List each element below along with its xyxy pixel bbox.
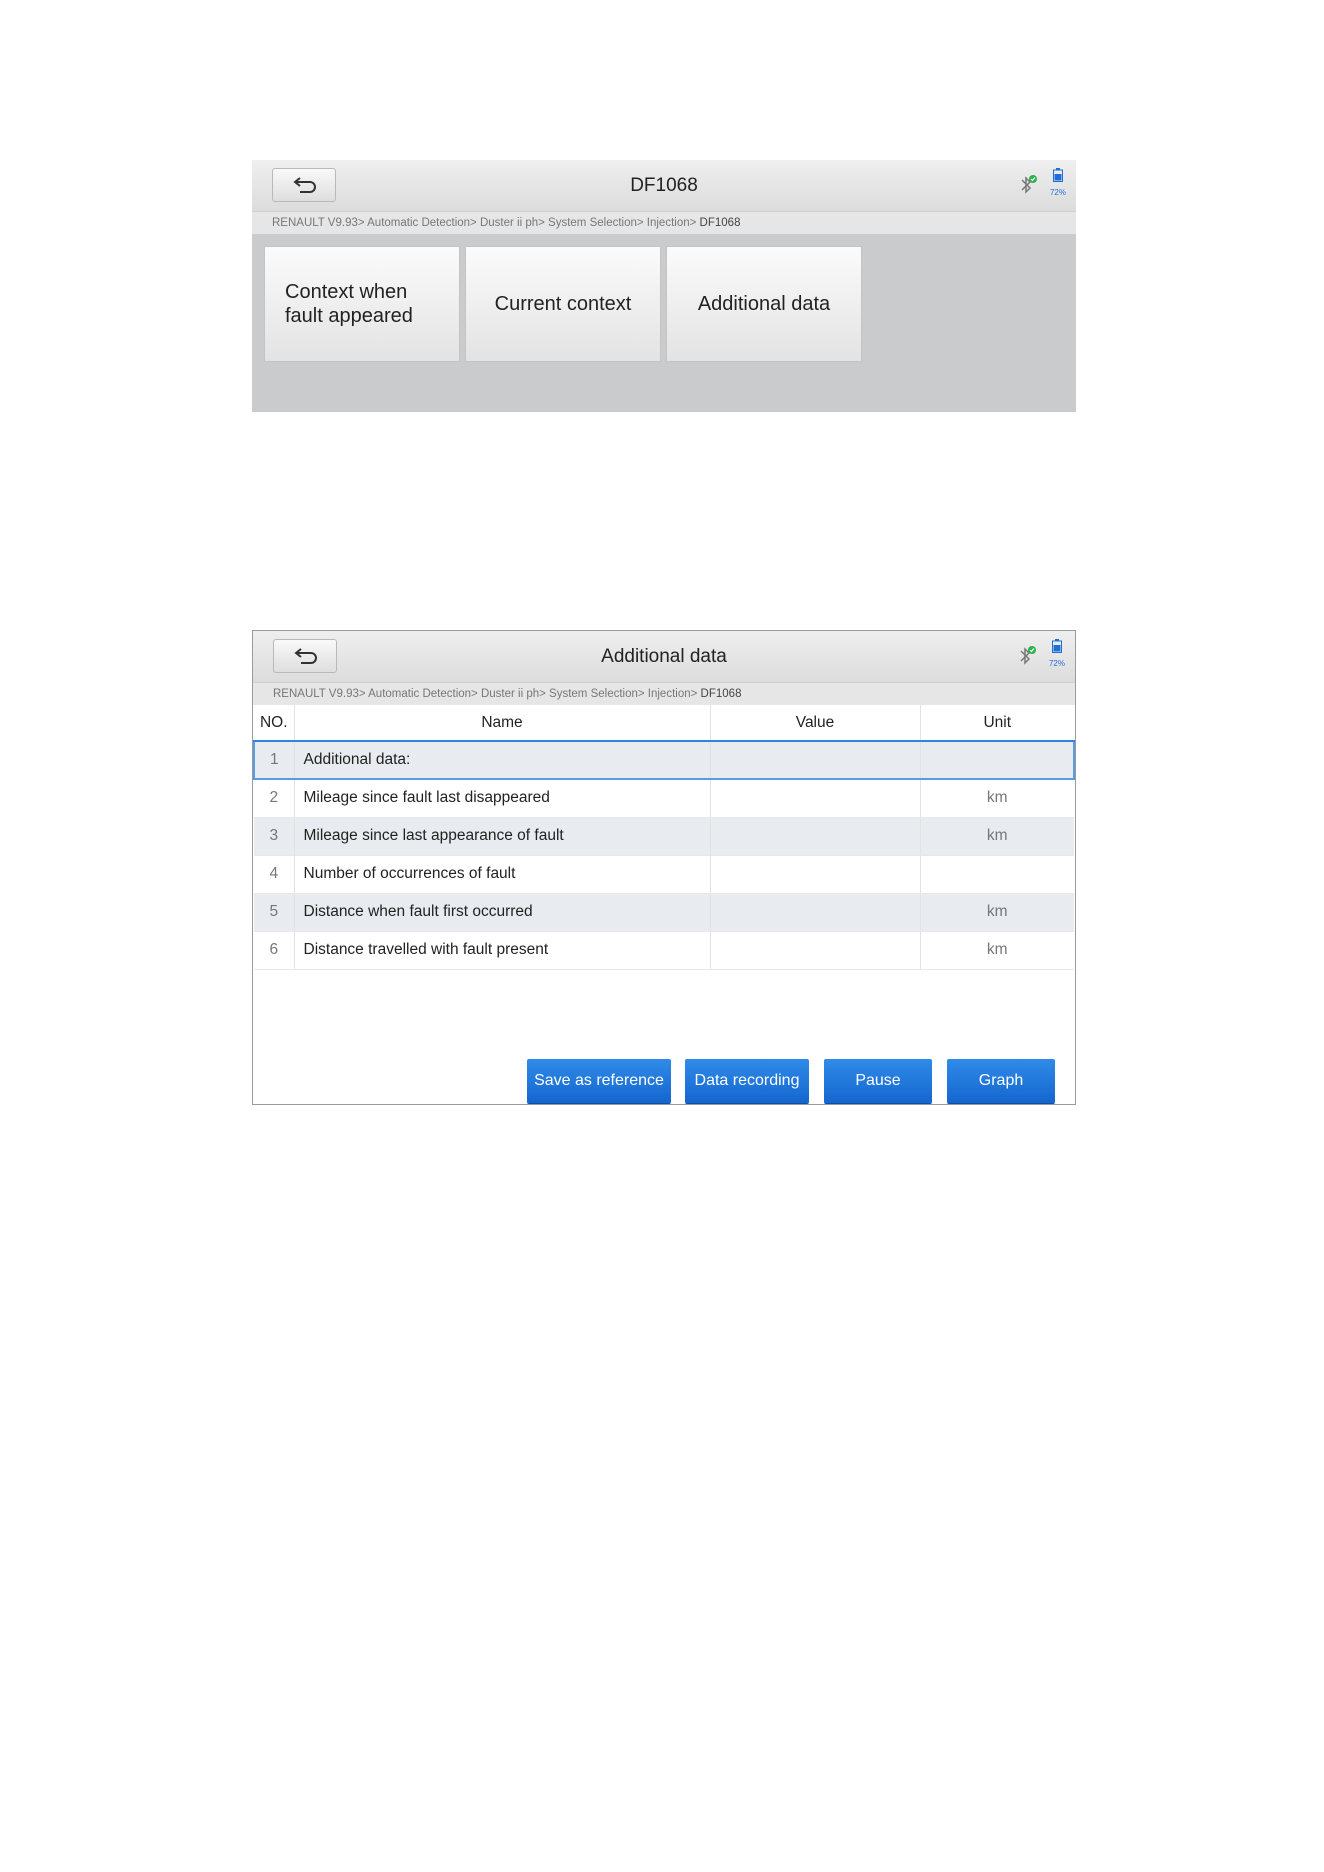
row-value bbox=[710, 893, 920, 931]
row-number: 3 bbox=[254, 817, 294, 855]
row-value bbox=[710, 855, 920, 893]
row-unit bbox=[920, 855, 1074, 893]
bluetooth-connected-icon bbox=[1018, 174, 1038, 196]
breadcrumb bbox=[253, 683, 1075, 705]
col-header-unit: Unit bbox=[920, 705, 1074, 741]
row-name: Number of occurrences of fault bbox=[294, 855, 710, 893]
title-bar bbox=[252, 160, 1076, 212]
page-title: DF1068 bbox=[630, 175, 698, 196]
breadcrumb-path: RENAULT V9.93> Automatic Detection> Duster ii ph> System Selection> Injection> bbox=[272, 217, 700, 229]
df1068-screen bbox=[252, 160, 1076, 412]
menu-tile-label: Current context bbox=[494, 293, 632, 315]
table-header-row bbox=[254, 705, 1074, 741]
battery-icon bbox=[1053, 168, 1063, 182]
row-value bbox=[710, 779, 920, 817]
menu-tile-context-when-fault-appeared[interactable] bbox=[264, 246, 460, 362]
table-row[interactable] bbox=[254, 817, 1074, 855]
menu-tile-current-context[interactable] bbox=[465, 246, 661, 362]
row-number: 2 bbox=[254, 779, 294, 817]
row-number: 4 bbox=[254, 855, 294, 893]
row-value bbox=[710, 817, 920, 855]
menu-tile-label: Additional data bbox=[697, 293, 831, 315]
battery-percent: 72% bbox=[1049, 188, 1066, 197]
row-unit: km bbox=[920, 931, 1074, 969]
menu-tile-additional-data[interactable] bbox=[666, 246, 862, 362]
table-row[interactable] bbox=[254, 893, 1074, 931]
breadcrumb-current: DF1068 bbox=[699, 217, 741, 229]
pause-button[interactable]: Pause bbox=[824, 1059, 932, 1103]
row-number: 6 bbox=[254, 931, 294, 969]
menu-tile-label: Context when fault appeared bbox=[285, 281, 413, 327]
additional-data-screen bbox=[252, 630, 1076, 1105]
row-unit: km bbox=[920, 893, 1074, 931]
page-title: Additional data bbox=[601, 646, 727, 667]
battery-percent: 72% bbox=[1048, 659, 1065, 668]
row-unit bbox=[920, 741, 1074, 779]
graph-button[interactable]: Graph bbox=[947, 1059, 1055, 1103]
row-name: Mileage since last appearance of fault bbox=[294, 817, 710, 855]
row-number: 5 bbox=[254, 893, 294, 931]
row-name: Mileage since fault last disappeared bbox=[294, 779, 710, 817]
table-row[interactable] bbox=[254, 741, 1074, 779]
breadcrumb bbox=[252, 212, 1076, 234]
battery-indicator bbox=[1046, 168, 1070, 197]
table-row[interactable] bbox=[254, 779, 1074, 817]
row-unit: km bbox=[920, 817, 1074, 855]
row-name: Distance when fault first occurred bbox=[294, 893, 710, 931]
row-value bbox=[710, 741, 920, 779]
battery-icon bbox=[1052, 639, 1062, 653]
breadcrumb-current: DF1068 bbox=[700, 688, 742, 700]
table-row[interactable] bbox=[254, 931, 1074, 969]
table-row[interactable] bbox=[254, 855, 1074, 893]
row-unit: km bbox=[920, 779, 1074, 817]
title-bar bbox=[253, 631, 1075, 683]
row-name: Additional data: bbox=[294, 741, 710, 779]
col-header-value: Value bbox=[710, 705, 920, 741]
breadcrumb-path: RENAULT V9.93> Automatic Detection> Duster ii ph> System Selection> Injection> bbox=[273, 688, 701, 700]
save-as-reference-button[interactable]: Save as reference bbox=[527, 1059, 671, 1103]
col-header-no: NO. bbox=[254, 705, 294, 741]
data-recording-button[interactable]: Data recording bbox=[685, 1059, 809, 1103]
battery-indicator bbox=[1045, 639, 1069, 668]
row-name: Distance travelled with fault present bbox=[294, 931, 710, 969]
data-table bbox=[253, 705, 1075, 970]
col-header-name: Name bbox=[294, 705, 710, 741]
row-value bbox=[710, 931, 920, 969]
row-number: 1 bbox=[254, 741, 294, 779]
bluetooth-connected-icon bbox=[1017, 645, 1037, 667]
